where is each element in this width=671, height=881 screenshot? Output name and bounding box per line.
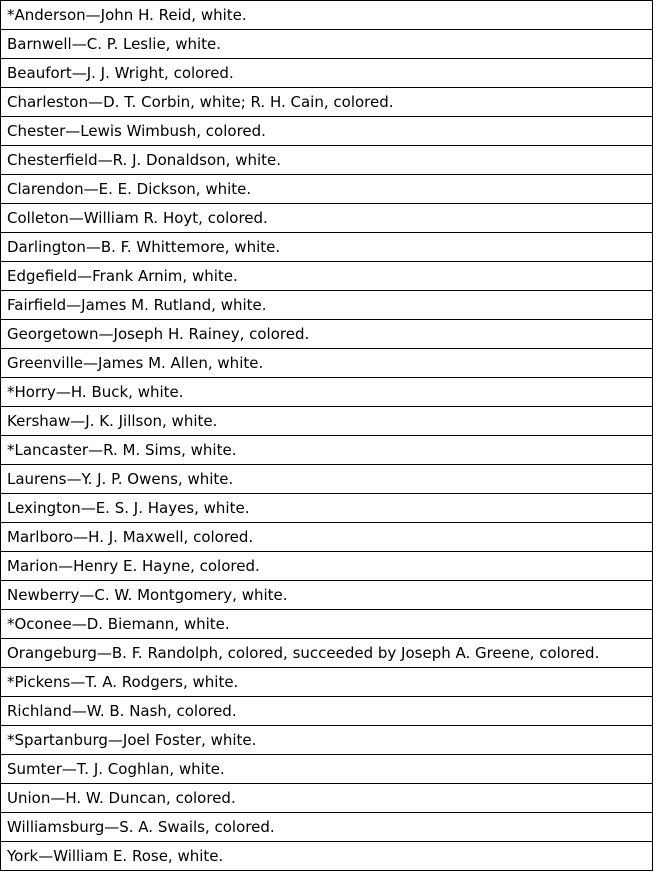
table-cell: Sumter—T. J. Coghlan, white. <box>1 755 653 784</box>
table-row <box>1 233 653 262</box>
table-row <box>1 697 653 726</box>
table-row <box>1 842 653 871</box>
table-row <box>1 436 653 465</box>
table-row <box>1 262 653 291</box>
table-row <box>1 639 653 668</box>
table-row <box>1 59 653 88</box>
table-row <box>1 117 653 146</box>
table-cell: Marlboro—H. J. Maxwell, colored. <box>1 523 653 552</box>
table-cell: Williamsburg—S. A. Swails, colored. <box>1 813 653 842</box>
table-cell: Clarendon—E. E. Dickson, white. <box>1 175 653 204</box>
table-cell: Beaufort—J. J. Wright, colored. <box>1 59 653 88</box>
table-cell: *Spartanburg—Joel Foster, white. <box>1 726 653 755</box>
table-row <box>1 1 653 30</box>
table-row <box>1 407 653 436</box>
table-row <box>1 494 653 523</box>
table-cell: Charleston—D. T. Corbin, white; R. H. Cain, colored. <box>1 88 653 117</box>
table-cell: *Anderson—John H. Reid, white. <box>1 1 653 30</box>
table-row <box>1 378 653 407</box>
table-cell: *Pickens—T. A. Rodgers, white. <box>1 668 653 697</box>
table-row <box>1 349 653 378</box>
table-cell: Orangeburg—B. F. Randolph, colored, succeeded by Joseph A. Greene, colored. <box>1 639 653 668</box>
table-row <box>1 146 653 175</box>
table-row <box>1 581 653 610</box>
table-cell: Kershaw—J. K. Jillson, white. <box>1 407 653 436</box>
table-row <box>1 320 653 349</box>
table-row <box>1 813 653 842</box>
table-cell: Barnwell—C. P. Leslie, white. <box>1 30 653 59</box>
table-row <box>1 610 653 639</box>
table-row <box>1 726 653 755</box>
table-cell: Colleton—William R. Hoyt, colored. <box>1 204 653 233</box>
table-cell: Fairfield—James M. Rutland, white. <box>1 291 653 320</box>
table-cell: Greenville—James M. Allen, white. <box>1 349 653 378</box>
table-cell: *Horry—H. Buck, white. <box>1 378 653 407</box>
table-cell: Marion—Henry E. Hayne, colored. <box>1 552 653 581</box>
table-cell: Chesterfield—R. J. Donaldson, white. <box>1 146 653 175</box>
table-cell: Georgetown—Joseph H. Rainey, colored. <box>1 320 653 349</box>
table-row <box>1 668 653 697</box>
table-cell: Darlington—B. F. Whittemore, white. <box>1 233 653 262</box>
table-cell: Richland—W. B. Nash, colored. <box>1 697 653 726</box>
table-cell: Newberry—C. W. Montgomery, white. <box>1 581 653 610</box>
table-row <box>1 204 653 233</box>
table-row <box>1 30 653 59</box>
table-cell: Edgefield—Frank Arnim, white. <box>1 262 653 291</box>
table-cell: *Oconee—D. Biemann, white. <box>1 610 653 639</box>
table-cell: Laurens—Y. J. P. Owens, white. <box>1 465 653 494</box>
table-row <box>1 523 653 552</box>
table-cell: York—William E. Rose, white. <box>1 842 653 871</box>
table-row <box>1 552 653 581</box>
table-cell: *Lancaster—R. M. Sims, white. <box>1 436 653 465</box>
table-cell: Lexington—E. S. J. Hayes, white. <box>1 494 653 523</box>
table-row <box>1 755 653 784</box>
table-row <box>1 175 653 204</box>
table-row <box>1 784 653 813</box>
table-cell: Union—H. W. Duncan, colored. <box>1 784 653 813</box>
table-row <box>1 88 653 117</box>
table-cell: Chester—Lewis Wimbush, colored. <box>1 117 653 146</box>
table-row <box>1 465 653 494</box>
table-row <box>1 291 653 320</box>
